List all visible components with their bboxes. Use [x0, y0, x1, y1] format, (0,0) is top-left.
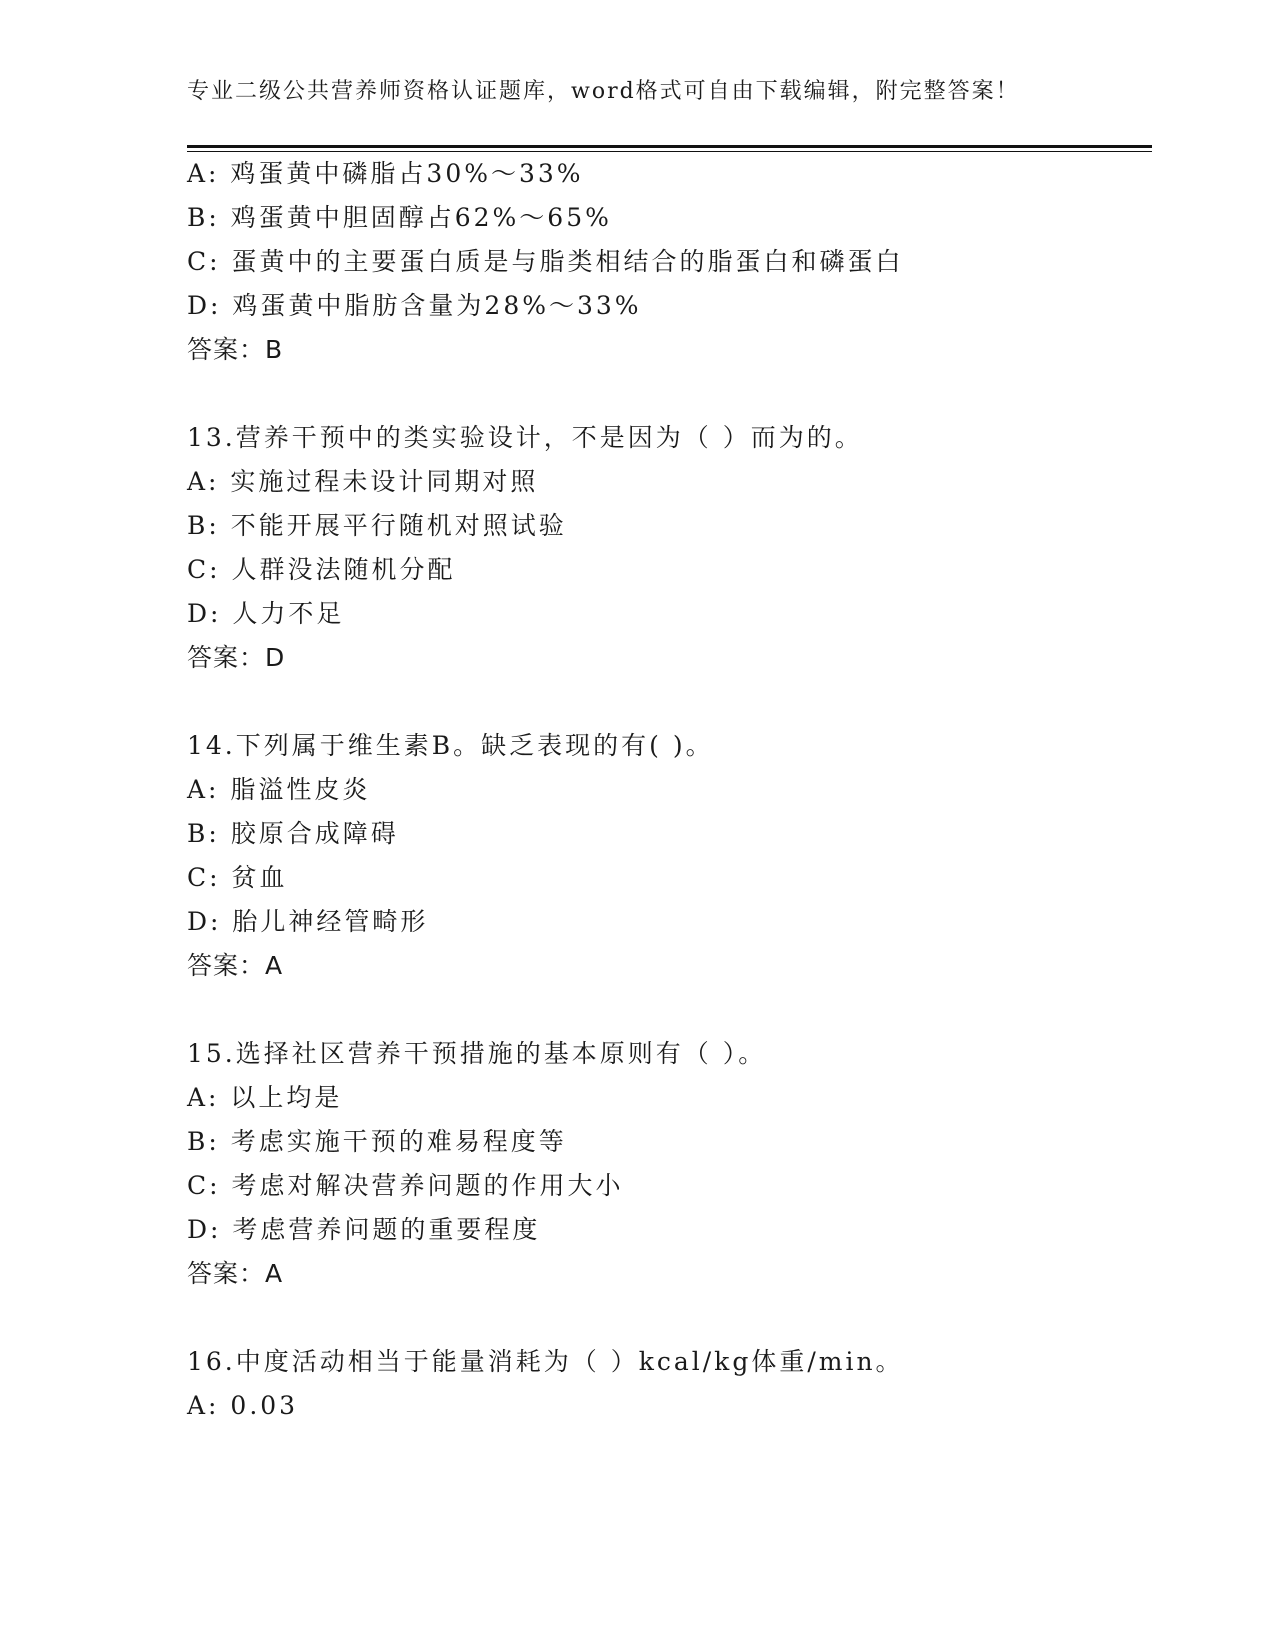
- answer-label: 答案：D: [187, 643, 286, 672]
- question-14: 14.下列属于维生素B。缺乏表现的有( )。: [187, 731, 714, 760]
- option-c: C: 人群没法随机分配: [187, 555, 456, 584]
- option-c: C: 考虑对解决营养问题的作用大小: [187, 1171, 624, 1200]
- answer-label: 答案：A: [187, 1259, 284, 1288]
- option-a: A: 以上均是: [187, 1083, 343, 1112]
- option-c: C: 贫血: [187, 863, 288, 892]
- page-header: 专业二级公共营养师资格认证题库，word格式可自由下载编辑，附完整答案！: [187, 79, 1020, 104]
- option-d: D: 考虑营养问题的重要程度: [187, 1215, 541, 1244]
- option-b: B: 胶原合成障碍: [187, 819, 399, 848]
- question-16: 16.中度活动相当于能量消耗为（ ）kcal/kg体重/min。: [187, 1347, 904, 1376]
- question-13: 13.营养干预中的类实验设计，不是因为（ ）而为的。: [187, 423, 863, 452]
- option-b: B: 不能开展平行随机对照试验: [187, 511, 567, 540]
- option-d: D: 胎儿神经管畸形: [187, 907, 429, 936]
- header-rule-thin: [187, 151, 1152, 152]
- option-a: A: 实施过程未设计同期对照: [187, 467, 539, 496]
- option-d: D: 人力不足: [187, 599, 345, 628]
- option-c: C: 蛋黄中的主要蛋白质是与脂类相结合的脂蛋白和磷蛋白: [187, 247, 904, 276]
- answer-label: 答案：B: [187, 335, 284, 364]
- option-a: A: 0.03: [187, 1391, 299, 1420]
- option-d: D: 鸡蛋黄中脂肪含量为28%～33%: [187, 291, 642, 320]
- answer-label: 答案：A: [187, 951, 284, 980]
- option-a: A: 脂溢性皮炎: [187, 775, 371, 804]
- header-rule-thick: [187, 145, 1152, 148]
- question-15: 15.选择社区营养干预措施的基本原则有（ ）。: [187, 1039, 767, 1068]
- option-b: B: 考虑实施干预的难易程度等: [187, 1127, 567, 1156]
- option-b: B: 鸡蛋黄中胆固醇占62%～65%: [187, 203, 612, 232]
- option-a: A: 鸡蛋黄中磷脂占30%～33%: [187, 159, 584, 188]
